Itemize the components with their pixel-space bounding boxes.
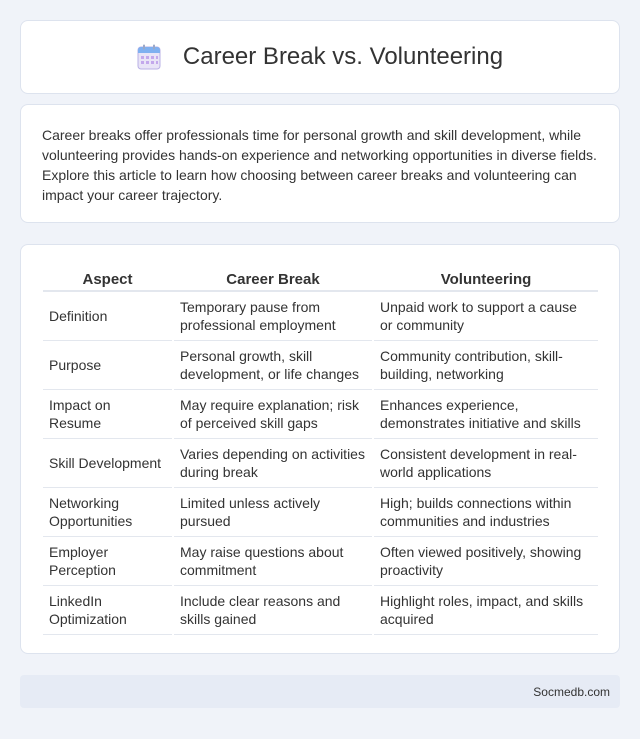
- aspect-cell: Definition: [43, 291, 173, 340]
- title-wrap: [137, 43, 503, 71]
- aspect-cell: Impact on Resume: [43, 389, 173, 438]
- aspect-cell: Purpose: [43, 340, 173, 389]
- career-break-cell: Temporary pause from professional employment: [173, 291, 373, 340]
- volunteering-cell: High; builds connections within communities and industries: [373, 487, 598, 536]
- table-row: [43, 585, 598, 634]
- career-break-cell: Varies depending on activities during break: [173, 438, 373, 487]
- table-row: [43, 438, 598, 487]
- footer: [20, 675, 620, 708]
- calendar-icon: [137, 44, 161, 70]
- page-title: Career Break vs. Volunteering: [182, 43, 504, 70]
- table-row: [43, 536, 598, 585]
- header-career-break: Career Break: [173, 266, 373, 291]
- footer-site-link[interactable]: Socmedb.com: [533, 684, 610, 699]
- volunteering-cell: Consistent development in real-world applications: [373, 438, 598, 487]
- comparison-table: [43, 266, 598, 635]
- table-row: [43, 389, 598, 438]
- intro-text: Career breaks offer professionals time for personal growth and skill development, while volunteering provides hands-on experience and networking opportunities in diverse fields. Explore this article to learn how choosing between career breaks and volunteering can impact your career trajectory.: [42, 127, 597, 203]
- career-break-cell: May raise questions about commitment: [173, 536, 373, 585]
- volunteering-cell: Often viewed positively, showing proactivity: [373, 536, 598, 585]
- table-row: [43, 487, 598, 536]
- aspect-cell: Employer Perception: [43, 536, 173, 585]
- career-break-cell: Include clear reasons and skills gained: [173, 585, 373, 634]
- career-break-cell: Personal growth, skill development, or life changes: [173, 340, 373, 389]
- table-header-row: [43, 266, 598, 291]
- table-row: [43, 291, 598, 340]
- table-card: [20, 244, 620, 654]
- volunteering-cell: Unpaid work to support a cause or community: [373, 291, 598, 340]
- career-break-cell: Limited unless actively pursued: [173, 487, 373, 536]
- title-card: [20, 20, 620, 94]
- career-break-cell: May require explanation; risk of perceived skill gaps: [173, 389, 373, 438]
- table-row: [43, 340, 598, 389]
- intro-card: [20, 104, 620, 223]
- volunteering-cell: Community contribution, skill-building, networking: [373, 340, 598, 389]
- aspect-cell: LinkedIn Optimization: [43, 585, 173, 634]
- volunteering-cell: Enhances experience, demonstrates initiative and skills: [373, 389, 598, 438]
- aspect-cell: Skill Development: [43, 438, 173, 487]
- header-aspect: Aspect: [43, 266, 173, 291]
- header-volunteering: Volunteering: [373, 266, 598, 291]
- aspect-cell: Networking Opportunities: [43, 487, 173, 536]
- volunteering-cell: Highlight roles, impact, and skills acquired: [373, 585, 598, 634]
